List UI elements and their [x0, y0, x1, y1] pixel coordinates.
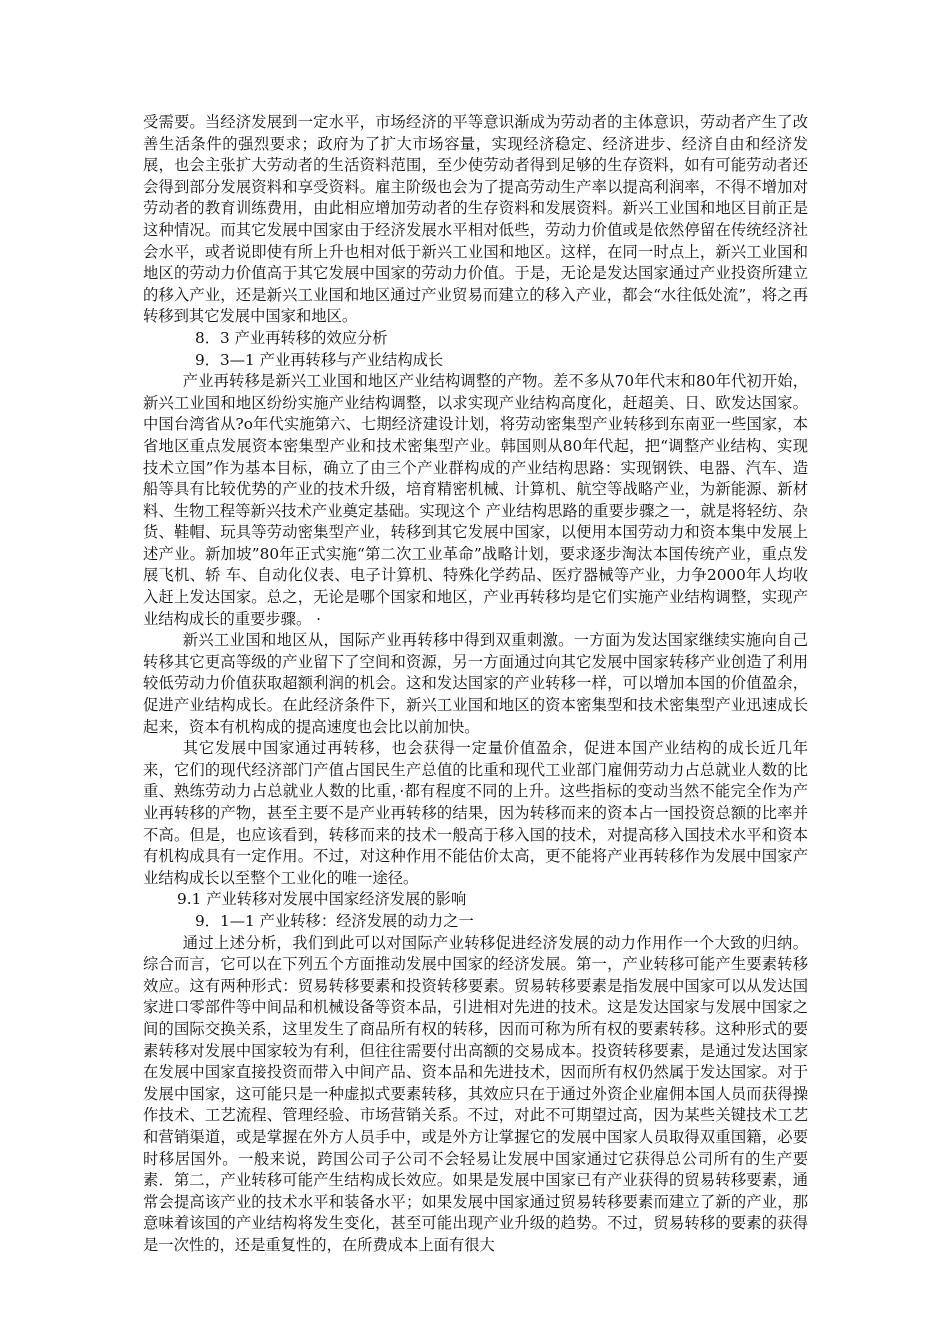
paragraph-newly-industrialized: 新兴工业国和地区从，国际产业再转移中得到双重刺激。一方面为发达国家继续实施向自己转移其它更高等级的产业留下了空间和资源，另一方面通过向其它发展中国家转移产业创造了利用较低劳动力价值获取超额利润的机会。这和发达国家的产业转移一样，可以增加本国的价值盈余，促进产业结构成长。在此经济条件下，新兴工业国和地区的资本密集型和技术密集型产业迅速成长起来，资本有机构成的提高速度也会比以前加快。 [143, 631, 808, 736]
paragraph-labor-value: 受需要。当经济发展到一定水平，市场经济的平等意识渐成为劳动者的主体意识，劳动者产生了改善生活条件的强烈要求；政府为了扩大市场容量，实现经济稳定、经济进步、经济自由和经济发展，也会主张扩大劳动者的生活资料范围，至少使劳动者得到足够的生存资料，如有可能劳动者还会得到部分发展资料和享受资料。雇主阶级也会为了提高劳动生产率以提高利润率，不得不增加对劳动者的教育训练费用，由此相应增加劳动者的生存资料和发展资料。新兴工业国和地区目前正是这种情况。而其它发展中国家由于经济发展水平相对低些，劳动力价值或是依然停留在传统经济社会水平，或者说即使有所上升也相对低于新兴工业国和地区。这样，在同一时点上，新兴工业国和地区的劳动力价值高于其它发展中国家的劳动力价值。于是，无论是发达国家通过产业投资所建立的移入产业，还是新兴工业国和地区通过产业贸易而建立的移入产业，都会“水往低处流”，将之再转移到其它发展中国家和地区。 [143, 113, 808, 326]
document-page [143, 112, 808, 1256]
paragraph-summary-analysis: 通过上述分析，我们到此可以对国际产业转移促进经济发展的动力作用作一个大致的归纳。综合而言，它可以在下列五个方面推动发展中国家的经济发展。第一，产业转移可能产生要素转移效应。这有两种形式：贸易转移要素和投资转移要素。贸易转移要素是指发展中国家可以从发达国家进口零部件等中间品和机械设备等资本品，引进相对先进的技术。这是发达国家与发展中国家之间的国际交换关系，这里发生了商品所有权的转移，因而可称为所有权的要素转移。这种形式的要素转移对发展中国家较为有利，但往往需要付出高额的交易成本。投资转移要素，是通过发达国家在发展中国家直接投资而带入中间产品、资本品和先进技术，因而所有权仍然属于发达国家。对于发展中国家，这可能只是一种虚拟式要素转移，其效应只在于通过外资企业雇佣本国人员而获得操作技术、工艺流程、管理经验、市场营销关系。不过，对此不可期望过高，因为某些关键技术工艺和营销渠道，或是掌握在外方人员手中，或是外方让掌握它的发展中国家人员取得双重国籍，必要时移居国外。一般来说，跨国公司子公司不会轻易让发展中国家通过它获得总公司所有的生产要素．第二，产业转移可能产生结构成长效应。如果是发展中国家已有产业获得的贸易转移要素，通常会提高该产业的技术水平和装备水平；如果发展中国家通过贸易转移要素而建立了新的产业，那意味着该国的产业结构将发生变化，甚至可能出现产业升级的趋势。不过，贸易转移的要素的获得是一次性的，还是重复性的，在所费成本上面有很大 [143, 933, 808, 1254]
paragraph-other-developing: 其它发展中国家通过再转移，也会获得一定量价值盈余，促进本国产业结构的成长近几年来，它们的现代经济部门产值占国民生产总值的比重和现代工业部门雇佣劳动力占总就业人数的比重、熟练劳动力占总就业人数的比重，·都有程度不同的上升。这些指标的变动当然不能完全作为产业再转移的产物，甚至主要不是产业再转移的结果，因为转移而来的资本占一国投资总额的比率并不高。但是，也应该看到，转移而来的技术一般高于移入国的技术，对提高移入国技术水平和资本有机构成具有一定作用。不过，对这种作用不能估价太高，更不能将产业再转移作为发展中国家产业结构成长以至整个工业化的唯一途径。 [143, 739, 808, 887]
subsection-heading-9-1-1: 9．1—1 产业转移：经济发展的动力之一 [195, 911, 474, 930]
paragraph-industrial-retransfer: 产业再转移是新兴工业国和地区产业结构调整的产物。差不多从70年代末和80年代初开始，新兴工业国和地区纷纷实施产业结构调整，以求实现产业结构高度化，赶超美、日、欧发达国家。中国台湾省从?o年代实施第六、七期经济建设计划，将劳动密集型产业转移到东南亚一些国家，本省地区重点发展资本密集型产业和技术密集型产业。韩国则从80年代起，把“调整产业结构、实现技术立国”作为基本目标，确立了由三个产业群构成的产业结构思路：实现钢铁、电器、汽车、造船等具有比较优势的产业的技术升级，培育精密机械、计算机、航空等战略产业，为新能源、新材料、生物工程等新兴技术产业奠定基础。实现这个 产业结构思路的重要步骤之一，就是将轻纺、杂货、鞋帽、玩具等劳动密集型产业，转移到其它发展中国家，以便用本国劳动力和资本集中发展上述产业。新加坡”80年正式实施“第二次工业革命”战略计划，要求逐步淘汰本国传统产业，重点发展飞机、轿 车、自动化仪表、电子计算机、特殊化学药品、医疗器械等产业，力争2000年人均收入赶上发达国家。总之，无论是哪个国家和地区，产业再转移均是它们实施产业结构调整，实现产业结构成长的重要步骤。 · [143, 372, 808, 628]
subsection-heading-9-3-1: 9．3—1 产业再转移与产业结构成长 [195, 350, 444, 369]
section-heading-9-1: 9.1 产业转移对发展中国家经济发展的影响 [177, 890, 467, 909]
section-heading-8-3: 8．3 产业再转移的效应分析 [195, 328, 388, 347]
